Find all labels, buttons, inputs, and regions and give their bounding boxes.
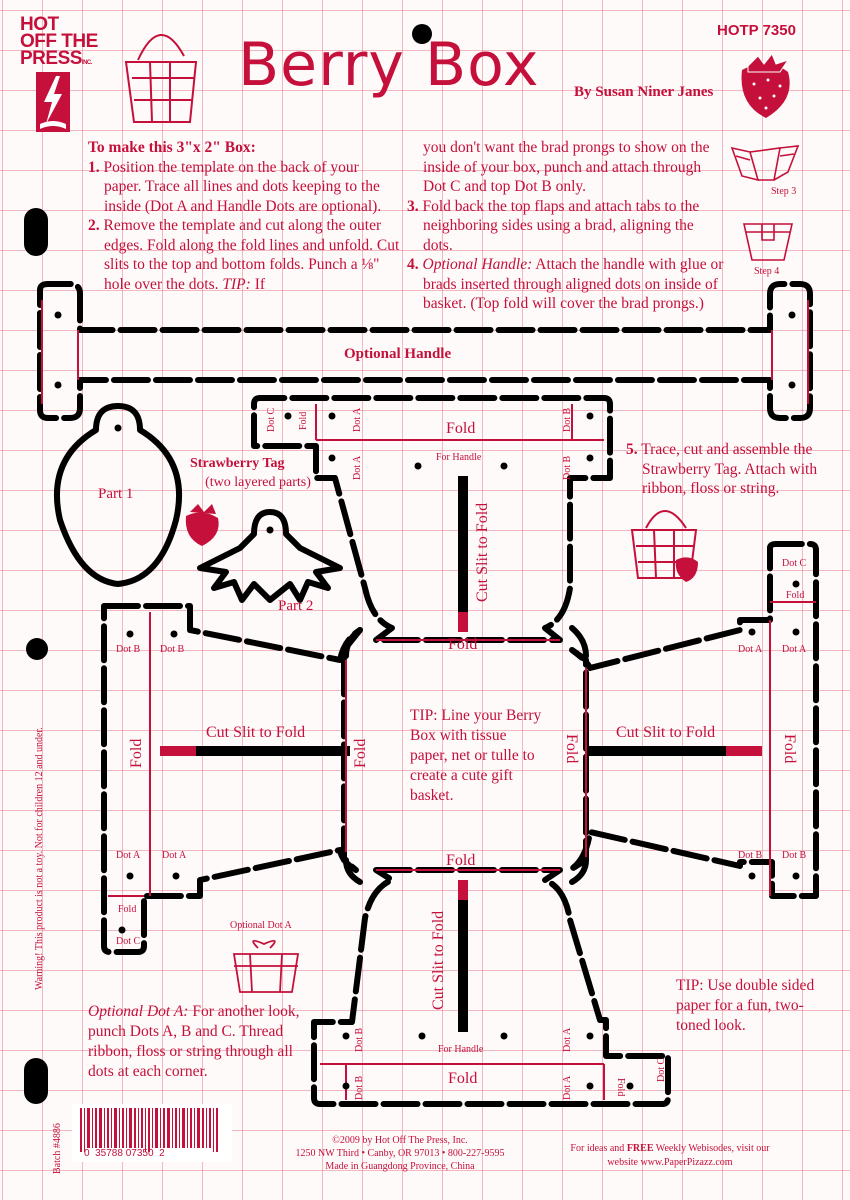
- dot-c-bottom: Dot C: [656, 1057, 667, 1082]
- tip-line-box: TIP: Line your Berry Box with tissue paper, net or tulle to create a cute gift basket.: [410, 707, 542, 804]
- fold-label-small-bottom: Fold: [615, 1078, 626, 1097]
- bottom-side-panel: [314, 870, 668, 1104]
- strawberry-tag-subtitle: (two layered parts): [205, 475, 311, 490]
- step-5-number: 5.: [626, 441, 638, 458]
- step-1-text: Position the template on the back of your paper. Trace all lines and dots keeping to the inside (Dot A and Handle Dots are optional).: [103, 158, 382, 215]
- dot-b-bottom-1: Dot B: [354, 1027, 365, 1052]
- page-title: Berry Box: [238, 30, 540, 100]
- dot-b-left-outer: Dot B: [116, 644, 141, 655]
- fold-label-small-left: Fold: [118, 904, 137, 915]
- dot-a-right-inner: Dot A: [738, 644, 763, 655]
- for-handle-bottom: For Handle: [438, 1044, 484, 1055]
- warning-text: Warning! This product is not a toy. Not for children 12 and under.: [34, 727, 45, 990]
- dot-a-top-1: Dot A: [352, 407, 363, 432]
- dot-b-left-inner: Dot B: [160, 644, 185, 655]
- footer-made-in: Made in Guangdong Province, China: [325, 1161, 475, 1172]
- footer-right: [550, 1142, 790, 1170]
- byline: By Susan Niner Janes: [574, 84, 714, 100]
- dot-a-top-2: Dot A: [352, 455, 363, 480]
- footer-website[interactable]: website www.PaperPizazz.com: [607, 1157, 733, 1168]
- step-2-text-a: Remove the template and cut along the outer edges. Fold along the fold lines and unfold. Cut slits to the top and bottom folds. Punch a: [103, 217, 400, 273]
- step-4-text: Attach the handle with glue or brads inserted through aligned dots on inside of basket. (Top fold will cover the brad prongs.): [423, 256, 724, 312]
- step-3-text: Fold back the top flaps and attach tabs to the neighboring sides using a brad, aligning the dots.: [422, 197, 700, 254]
- brand-line-1: HOT: [20, 14, 59, 35]
- fold-label-small-right: Fold: [786, 590, 805, 601]
- strawberry-tag-title: Strawberry Tag: [190, 456, 285, 471]
- footer-free: FREE: [626, 1143, 654, 1154]
- dot-a-left-inner: Dot A: [162, 850, 187, 861]
- optional-dot-a-body: For another look, punch Dots A, B and C. Thread ribbon, floss or string through all dots at each corner.: [88, 1003, 300, 1080]
- fold-label-right-inner: Fold: [563, 734, 580, 764]
- fold-label-small-top: Fold: [298, 411, 309, 430]
- footer-center: [270, 1134, 530, 1173]
- fold-label-right-outer: Fold: [781, 734, 798, 764]
- step-4-label: Optional Handle:: [422, 256, 533, 273]
- step-3-label: Step 3: [771, 186, 797, 197]
- step-4-number: 4.: [407, 256, 419, 273]
- dot-c-top: Dot C: [266, 407, 277, 432]
- barcode-digits: 0 35788 07350 2: [84, 1148, 165, 1159]
- cut-slit-left: Cut Slit to Fold: [206, 724, 306, 741]
- strawberry-icon-tag: [186, 504, 219, 546]
- step-2-text-b: " hole over the dots.: [104, 256, 380, 293]
- footer-ideas-b: Weekly Webisodes, visit our: [653, 1143, 770, 1154]
- dot-c-right: Dot C: [782, 558, 807, 569]
- for-handle-top: For Handle: [436, 452, 482, 463]
- batch-number: Batch #4886: [52, 1123, 63, 1174]
- fold-label-left-inner: Fold: [352, 738, 369, 768]
- product-code: HOTP 7350: [717, 22, 796, 39]
- step-2-number: 2.: [88, 217, 100, 234]
- footer-ideas-a: For ideas and: [570, 1143, 627, 1154]
- fold-label-left-outer: Fold: [128, 738, 145, 768]
- cut-slit-bottom: Cut Slit to Fold: [430, 910, 447, 1010]
- right-side-panel: [570, 544, 816, 896]
- intro-heading: To make this 3"x 2" Box:: [88, 139, 256, 156]
- dot-b-top-1: Dot B: [562, 407, 573, 432]
- strawberry-tag-part-2: [200, 512, 340, 600]
- optional-handle-label: Optional Handle: [344, 346, 452, 362]
- brand-line-3: PRESS: [20, 48, 82, 69]
- dot-b-bottom-2: Dot B: [354, 1075, 365, 1100]
- cut-slit-right: Cut Slit to Fold: [616, 724, 716, 741]
- dot-b-right-inner: Dot B: [738, 850, 763, 861]
- dot-c-left: Dot C: [116, 936, 141, 947]
- fold-label-bottom: Fold: [446, 852, 476, 869]
- optional-dot-a-heading: Optional Dot A:: [88, 1003, 189, 1020]
- step-2-tip: TIP:: [222, 275, 251, 293]
- brand-suffix: INC.: [81, 60, 92, 66]
- footer-address: 1250 NW Third • Canby, OR 97013 • 800-227-9595: [295, 1148, 505, 1159]
- left-side-panel: [104, 606, 360, 952]
- cut-slit-top: Cut Slit to Fold: [474, 502, 491, 602]
- brand-line-2: OFF THE: [20, 31, 98, 52]
- fold-label-top: Fold: [448, 636, 478, 653]
- step-2-fraction: ⅛: [361, 256, 374, 273]
- dot-b-top-2: Dot B: [562, 455, 573, 480]
- part-1-label: Part 1: [98, 486, 134, 502]
- part-2-label: Part 2: [278, 598, 314, 614]
- dot-a-left-outer: Dot A: [116, 850, 141, 861]
- step-4-label: Step 4: [754, 266, 780, 277]
- step-3-number: 3.: [407, 197, 419, 215]
- optional-dot-a-text: [88, 1002, 308, 1082]
- dot-a-bottom-2: Dot A: [562, 1075, 573, 1100]
- gift-box-icon: [234, 941, 298, 992]
- dot-a-bottom-1: Dot A: [562, 1027, 573, 1052]
- step-5-text: Trace, cut and assemble the Strawberry Tag. Attach with ribbon, floss or string.: [641, 441, 818, 497]
- dot-a-right-outer: Dot A: [782, 644, 807, 655]
- fold-label-bottom-flap: Fold: [448, 1070, 478, 1087]
- fold-label-top-flap: Fold: [446, 420, 476, 437]
- optional-dot-a-icon-label: Optional Dot A: [230, 920, 292, 931]
- dot-b-right-outer: Dot B: [782, 850, 807, 861]
- tip-double-sided: TIP: Use double sided paper for a fun, two-toned look.: [676, 977, 815, 1034]
- footer-copyright: ©2009 by Hot Off The Press, Inc.: [332, 1135, 468, 1146]
- step-2-text-c: If: [250, 275, 266, 293]
- step-2-continued: you don't want the brad prongs to show on the inside of your box, punch and attach through Dot C and top Dot B only.: [423, 139, 710, 195]
- step-1-number: 1.: [88, 158, 100, 176]
